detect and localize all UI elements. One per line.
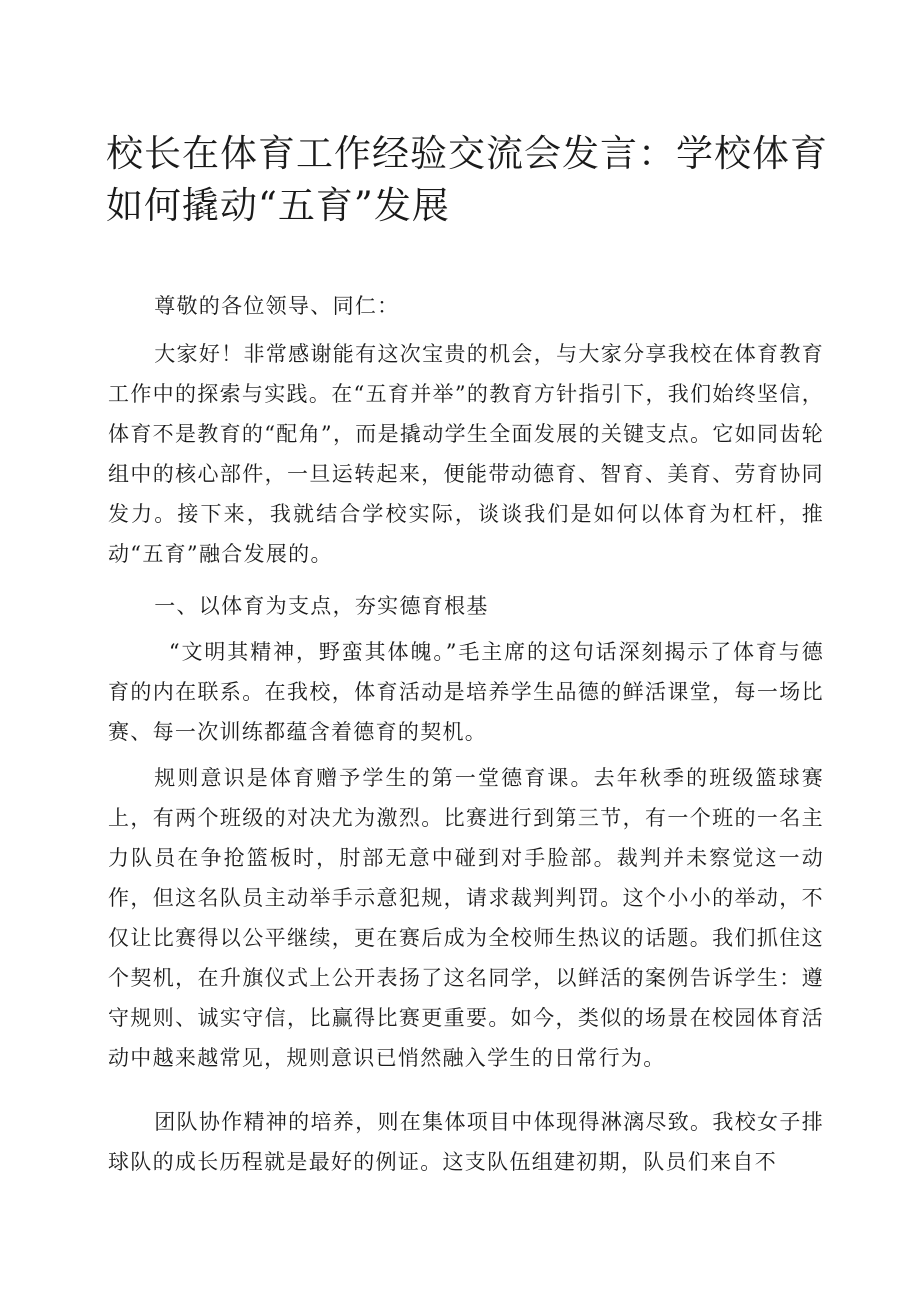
paragraph-quote: “文明其精神，野蛮其体魄。”毛主席的这句话深刻揭示了体育与德育的内在联系。在我校，体育活动是培养学生品德的鲜活课堂，每一场比赛、每一次训练都蕴含着德育的契机。 bbox=[108, 640, 824, 744]
paragraph-teamwork: 团队协作精神的培养，则在集体项目中体现得淋漓尽致。我校女子排球队的成长历程就是最好的例证。这支队伍组建初期，队员们来自不 bbox=[108, 1110, 824, 1174]
salutation: 尊敬的各位领导、同仁： bbox=[154, 294, 400, 318]
document-title: 校长在体育工作经验交流会发言：学校体育如何撬动“五育”发展 bbox=[106, 132, 828, 227]
paragraph-intro: 大家好！非常感谢能有这次宝贵的机会，与大家分享我校在体育教育工作中的探索与实践。在“五育并举”的教育方针指引下，我们始终坚信，体育不是教育的“配角”，而是撬动学生全面发展的关键支点。它如同齿轮组中的核心部件，一旦运转起来，便能带动德育、智育、美育、劳育协同发力。接下来，我就结合学校实际，谈谈我们是如何以体育为杠杆，推动“五育”融合发展的。 bbox=[108, 342, 824, 566]
section-heading-1: 一、以体育为支点，夯实德育根基 bbox=[154, 594, 489, 618]
paragraph-rules: 规则意识是体育赠予学生的第一堂德育课。去年秋季的班级篮球赛上，有两个班级的对决尤为激烈。比赛进行到第三节，有一个班的一名主力队员在争抢篮板时，肘部无意中碰到对手脸部。裁判并未察觉这一动作，但这名队员主动举手示意犯规，请求裁判判罚。这个小小的举动，不仅让比赛得以公平继续，更在赛后成为全校师生热议的话题。我们抓住这个契机，在升旗仪式上公开表扬了这名同学，以鲜活的案例告诉学生：遵守规则、诚实守信，比赢得比赛更重要。如今，类似的场景在校园体育活动中越来越常见，规则意识已悄然融入学生的日常行为。 bbox=[108, 766, 824, 1070]
